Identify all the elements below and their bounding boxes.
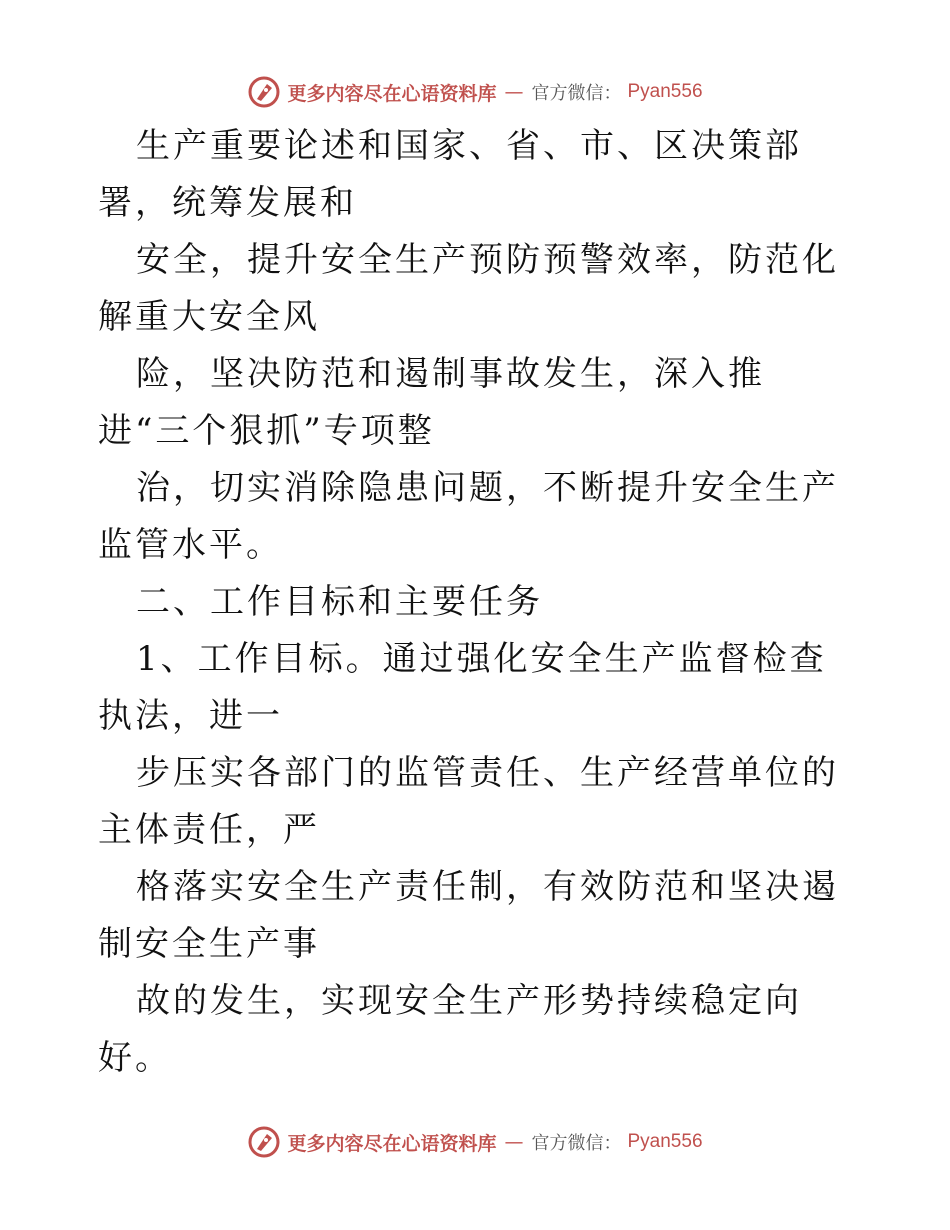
paragraph: 治，切实消除隐患问题，不断提升安全生产监管水平。 <box>98 468 839 565</box>
watermark-wechat-label: 官方微信： <box>531 83 622 104</box>
document-body <box>98 118 858 1087</box>
header-watermark <box>0 72 950 112</box>
watermark-separator: — <box>504 1131 524 1153</box>
watermark-wechat-id: Pyan556 <box>627 81 703 102</box>
pen-nib-icon <box>247 1125 281 1159</box>
watermark-main-text: 更多内容尽在心语资料库 <box>287 1132 497 1155</box>
pen-nib-icon <box>247 75 281 109</box>
watermark-wechat-id: Pyan556 <box>627 1131 703 1152</box>
paragraph: 险，坚决防范和遏制事故发生，深入推进“三个狠抓”专项整 <box>98 354 765 451</box>
watermark-main-text: 更多内容尽在心语资料库 <box>287 82 497 105</box>
paragraph: 格落实安全生产责任制，有效防范和坚决遏制安全生产事 <box>98 867 839 964</box>
paragraph: 故的发生，实现安全生产形势持续稳定向好。 <box>98 981 802 1078</box>
watermark-wechat-label: 官方微信： <box>531 1133 622 1154</box>
paragraph: 安全，提升安全生产预防预警效率，防范化解重大安全风 <box>98 240 839 337</box>
paragraph: 1、工作目标。通过强化安全生产监督检查执法，进一 <box>98 639 827 736</box>
paragraph: 步压实各部门的监管责任、生产经营单位的主体责任，严 <box>98 753 839 850</box>
footer-watermark <box>0 1122 950 1162</box>
section-heading: 二、工作目标和主要任务 <box>136 582 543 622</box>
paragraph: 生产重要论述和国家、省、市、区决策部署，统筹发展和 <box>98 126 802 223</box>
watermark-separator: — <box>504 81 524 103</box>
